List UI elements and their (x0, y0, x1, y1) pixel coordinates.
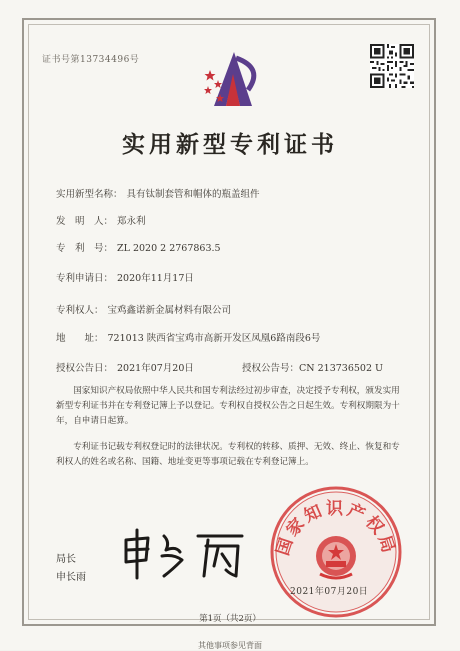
patent-office-logo-icon (200, 50, 266, 112)
patent-number-row (56, 240, 221, 254)
seal-text: 国家知识产权局 (273, 499, 399, 559)
grant-date: 2021年07月20日 (117, 363, 194, 374)
patent-number-label: 专 利 号： (56, 243, 114, 254)
filing-date-row (56, 270, 194, 284)
official-seal-icon (262, 478, 410, 626)
qr-code-icon (370, 44, 414, 88)
page-number: 第1页（共2页） (199, 614, 261, 624)
grant-date-label: 授权公告日： (56, 363, 114, 374)
certificate-title: 实用新型专利证书 (122, 131, 338, 158)
director-title: 局长 (56, 554, 76, 565)
address: 721013 陕西省宝鸡市高新开发区凤凰6路南段6号 (107, 333, 321, 344)
inventor: 郑永利 (117, 216, 146, 227)
patentee-row (56, 302, 231, 316)
body-paragraph-1: 国家知识产权局依照中华人民共和国专利法经过初步审查，决定授予专利权，颁发实用新型专利证书并在专利登记簿上予以登记。专利权自授权公告之日起生效。专利权期限为十年，自申请日起算。 (56, 386, 400, 426)
patent-number: ZL 2020 2 2767863.5 (117, 243, 221, 254)
body-paragraph-2: 专利证书记载专利权登记时的法律状况。专利权的转移、质押、无效、终止、恢复和专利权人的姓名或名称、国籍、地址变更等事项记载在专利登记簿上。 (56, 442, 400, 467)
filing-date: 2020年11月17日 (117, 273, 194, 284)
grant-number-label: 授权公告号： (242, 363, 300, 374)
utility-model-name-row (56, 186, 260, 200)
grant-date-row (56, 360, 194, 374)
inventor-label: 发 明 人： (56, 216, 114, 227)
director-name: 申长雨 (56, 572, 86, 583)
utility-model-name: 具有钛制套管和帽体的瓶盖组件 (126, 189, 260, 200)
patentee-label: 专利权人： (56, 305, 104, 316)
certificate-number: 证书号第13734496号 (42, 55, 140, 65)
inventor-row (56, 213, 146, 227)
grant-number-row (242, 360, 383, 374)
patentee: 宝鸡鑫诺新金属材料有限公司 (107, 305, 232, 316)
utility-model-name-label: 实用新型名称： (56, 189, 123, 200)
director-signature (118, 526, 248, 582)
address-label: 地 址： (56, 333, 104, 344)
seal-date: 2021年07月20日 (290, 587, 369, 597)
filing-date-label: 专利申请日： (56, 273, 114, 284)
grant-number: CN 213736502 U (299, 363, 384, 374)
footer-note: 其他事项参见背面 (198, 641, 262, 650)
address-row (56, 330, 320, 344)
